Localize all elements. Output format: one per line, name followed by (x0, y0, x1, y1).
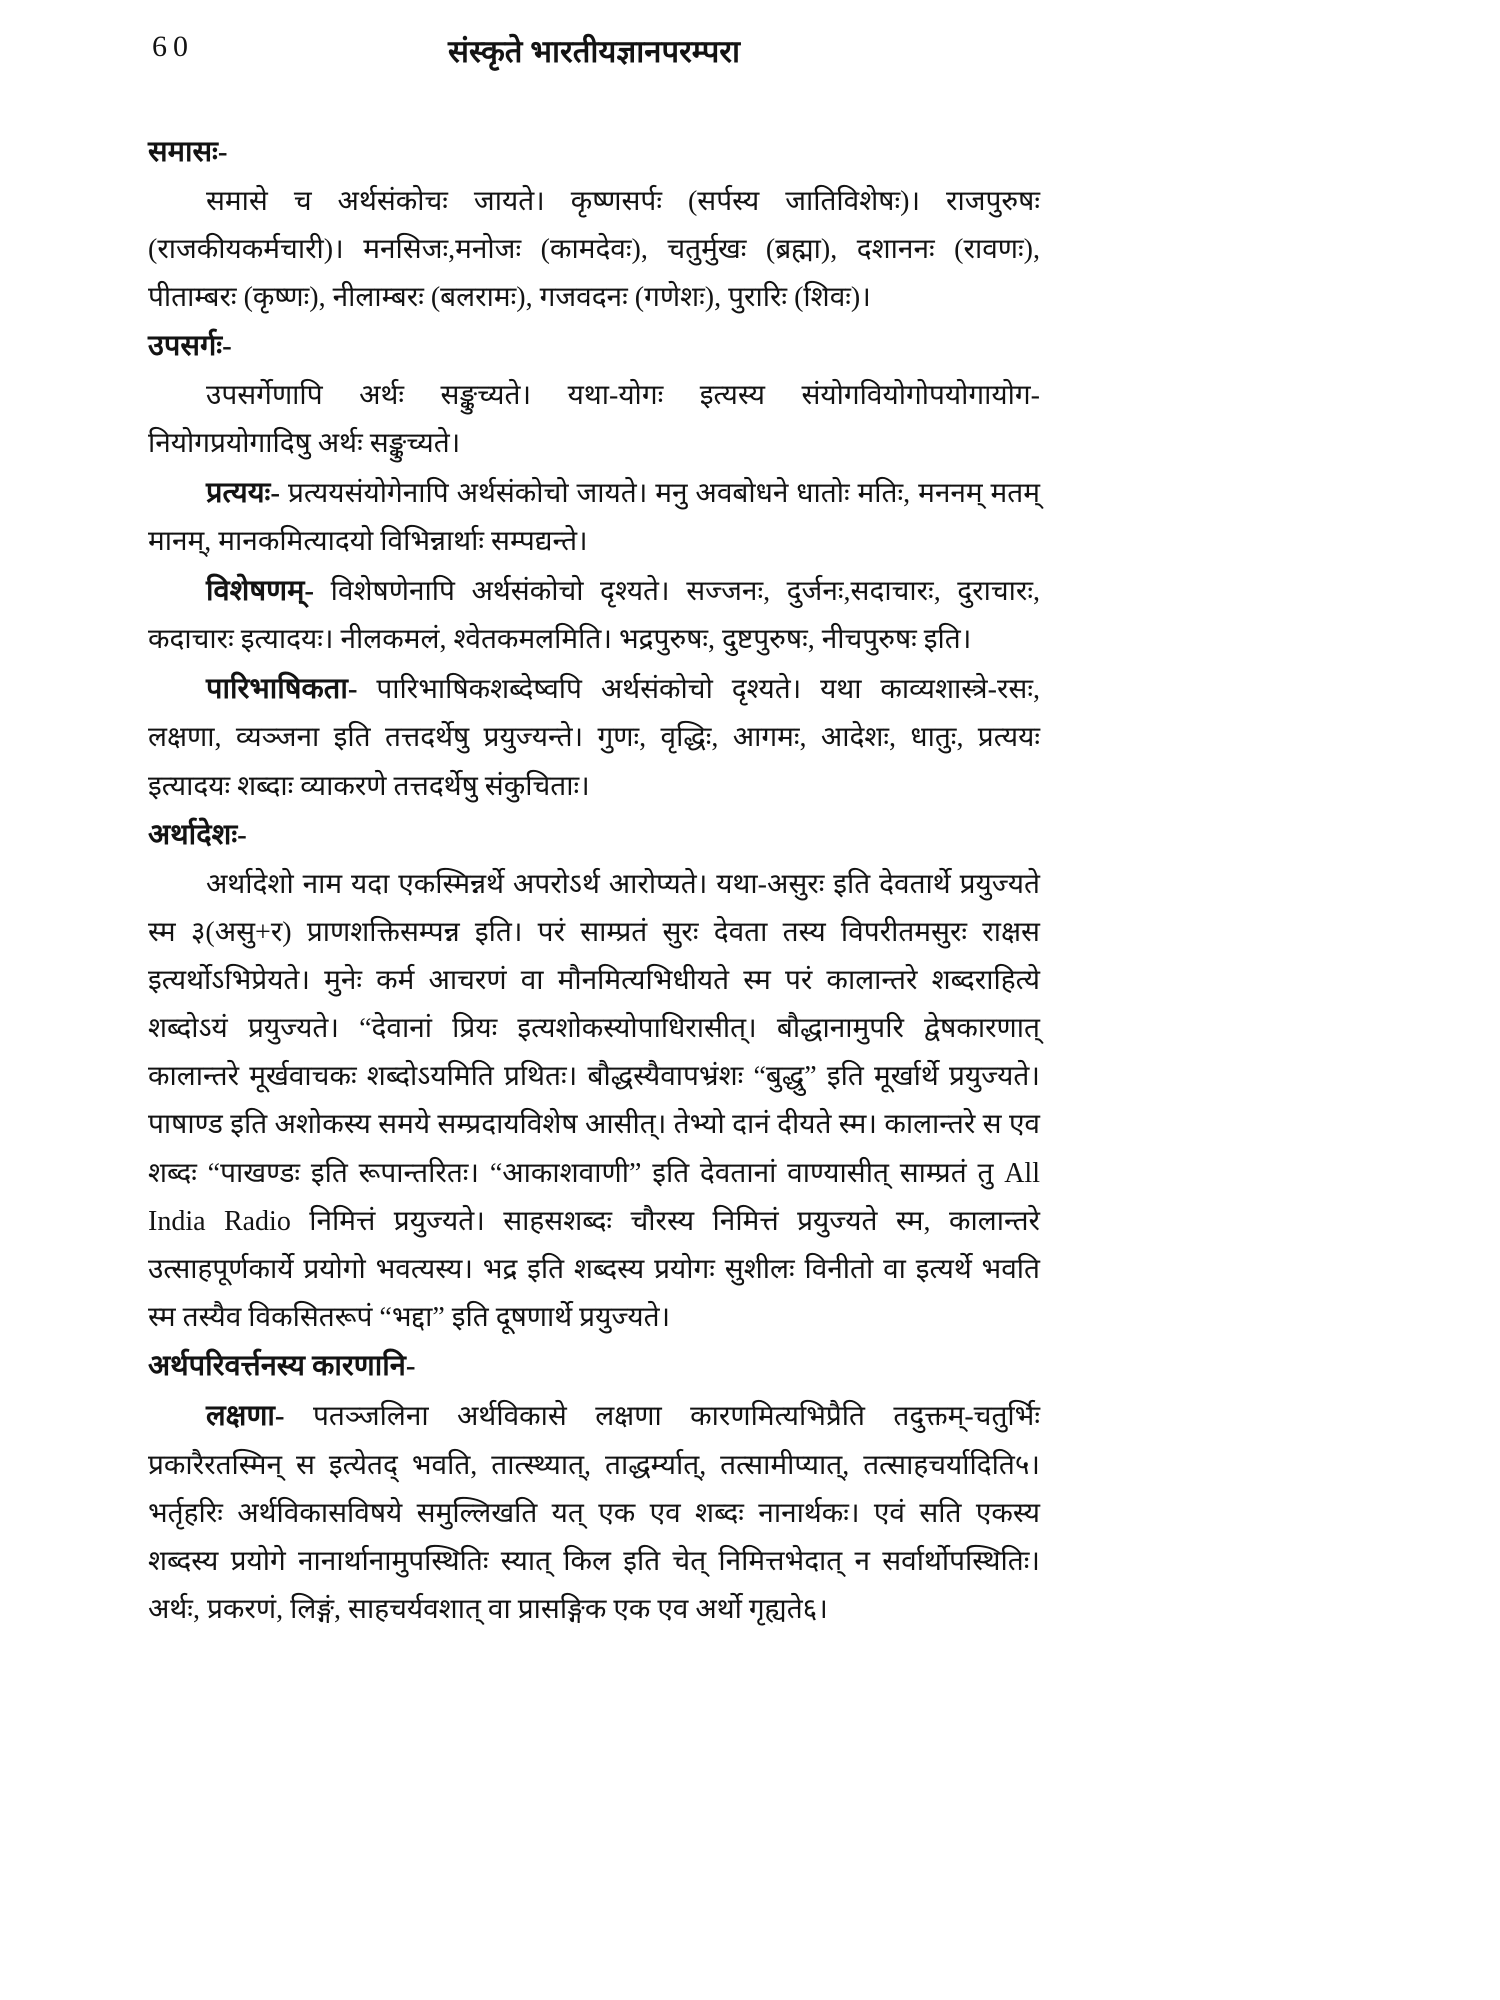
paragraph-text: समासे च अर्थसंकोचः जायते। कृष्णसर्पः (सर्पस्य जातिविशेषः)। राजपुरुषः (राजकीयकर्मचारी)। मनसिजः,मनोजः (कामदेवः), चतुर्मुखः (ब्रह्मा), दशाननः (रावणः), पीताम्बरः (कृष्णः), नीलाम्बरः (बलरामः), गजवदनः (गणेशः), पुरारिः (शिवः)। (148, 185, 1040, 314)
paragraph-text: प्रत्ययसंयोगेनापि अर्थसंकोचो जायते। मनु अवबोधने धातोः मतिः, मननम् मतम् मानम्, मानकमित्यादयो विभिन्नार्थाः सम्पद्यन्ते। (148, 477, 1040, 558)
paragraph-text: पतञ्जलिना अर्थविकासे लक्षणा कारणमित्यभिप्रैति तदुक्तम्-चतुर्भिः प्रकारैरतस्मिन् स इत्येतद् भवति, तात्स्थ्यात्, ताद्धर्म्यात्, तत्सामीप्यात्, तत्साहचर्यादिति५। भर्तृहरिः अर्थविकासविषये समुल्लिखति यत् एक एव शब्दः नानार्थकः। एवं सति एकस्य शब्दस्य प्रयोगे नानार्थानामुपस्थितिः स्यात् किल इति चेत् निमित्तभेदात् न सर्वार्थोपस्थितिः। अर्थः, प्रकरणं, लिङ्गं, साहचर्यवशात् वा प्रासङ्गिक एक एव अर्थो गृह्यते६। (148, 1401, 1041, 1626)
text-body (148, 128, 1040, 1635)
section-heading (148, 322, 1040, 372)
paragraph-lead: विशेषणम्- (206, 574, 315, 607)
section-heading (148, 811, 1040, 861)
paragraph (148, 372, 1040, 468)
paragraph (148, 665, 1040, 811)
page-header (148, 30, 1040, 76)
heading-text: अर्थपरिवर्त्तनस्य कारणानि- (148, 1350, 416, 1383)
heading-text: उपसर्गः- (148, 330, 232, 363)
paragraph-text: विशेषणेनापि अर्थसंकोचो दृश्यते। सज्जनः, दुर्जनः,सदाचारः, दुराचारः, कदाचारः इत्यादयः। नीलकमलं, श्वेतकमलमिति। भद्रपुरुषः, दुष्टपुरुषः, नीचपुरुषः इति। (148, 575, 1040, 656)
paragraph-text: उपसर्गेणापि अर्थः सङ्कुच्यते। यथा-योगः इत्यस्य संयोगवियोगोपयोगायोग-नियोगप्रयोगादिषु अर्थः सङ्कुच्यते। (148, 380, 1040, 460)
page-title: संस्कृते भारतीयज्ञानपरम्परा (447, 34, 741, 69)
heading-text: अर्थादेशः- (148, 818, 247, 851)
paragraph (148, 469, 1040, 567)
paragraph-text: अर्थादेशो नाम यदा एकस्मिन्नर्थे अपरोऽर्थ आरोप्यते। यथा-असुरः इति देवतार्थे प्रयुज्यते स्म ३(असु+र) प्राणशक्तिसम्पन्न इति। परं साम्प्रतं सुरः देवता तस्य विपरीतमसुरः राक्षस इत्यर्थोऽभिप्रेयते। मुनेः कर्म आचरणं वा मौनमित्यभिधीयते स्म परं कालान्तरे शब्दराहित्ये शब्दोऽयं प्रयुज्यते। “देवानां प्रियः इत्यशोकस्योपाधिरासीत्। बौद्धानामुपरि द्वेषकारणात् कालान्तरे मूर्खवाचकः शब्दोऽयमिति प्रथितः। बौद्धस्यैवापभ्रंशः “बुद्धु” इति मूर्खार्थे प्रयुज्यते। पाषाण्ड इति अशोकस्य समये सम्प्रदायविशेष आसीत्। तेभ्यो दानं दीयते स्म। कालान्तरे स एव शब्दः “पाखण्डः इति रूपान्तरितः। “आकाशवाणी” इति देवतानां वाण्यासीत् साम्प्रतं तु All India Radio निमित्तं प्रयुज्यते। साहसशब्दः चौरस्य निमित्तं प्रयुज्यते स्म, कालान्तरे उत्साहपूर्णकार्ये प्रयोगो भवत्यस्य। भद्र इति शब्दस्य प्रयोगः सुशीलः विनीतो वा इत्यर्थे भवति स्म तस्यैव विकसितरूपं “भद्दा” इति दूषणार्थे प्रयुज्यते। (148, 868, 1041, 1334)
paragraph-text: पारिभाषिकशब्देष्वपि अर्थसंकोचो दृश्यते। यथा काव्यशास्त्रे-रसः, लक्षणा, व्यञ्जना इति तत्तदर्थेषु प्रयुज्यन्ते। गुणः, वृद्धिः, आगमः, आदेशः, धातुः, प्रत्ययः इत्यादयः शब्दाः व्याकरणे तत्तदर्थेषु संकुचिताः। (148, 673, 1041, 802)
page-content (148, 30, 1040, 1635)
heading-text: समासः- (148, 136, 228, 168)
paragraph-lead: प्रत्ययः- (206, 476, 281, 509)
paragraph (148, 178, 1040, 322)
paragraph-lead: पारिभाषिकता- (206, 672, 358, 705)
paragraph-lead: लक्षणा- (206, 1400, 285, 1433)
paragraph (148, 1392, 1040, 1635)
section-heading (148, 128, 1040, 178)
paragraph (148, 861, 1040, 1343)
section-heading (148, 1342, 1040, 1392)
paragraph (148, 567, 1040, 665)
page-number: 60 (152, 30, 194, 63)
